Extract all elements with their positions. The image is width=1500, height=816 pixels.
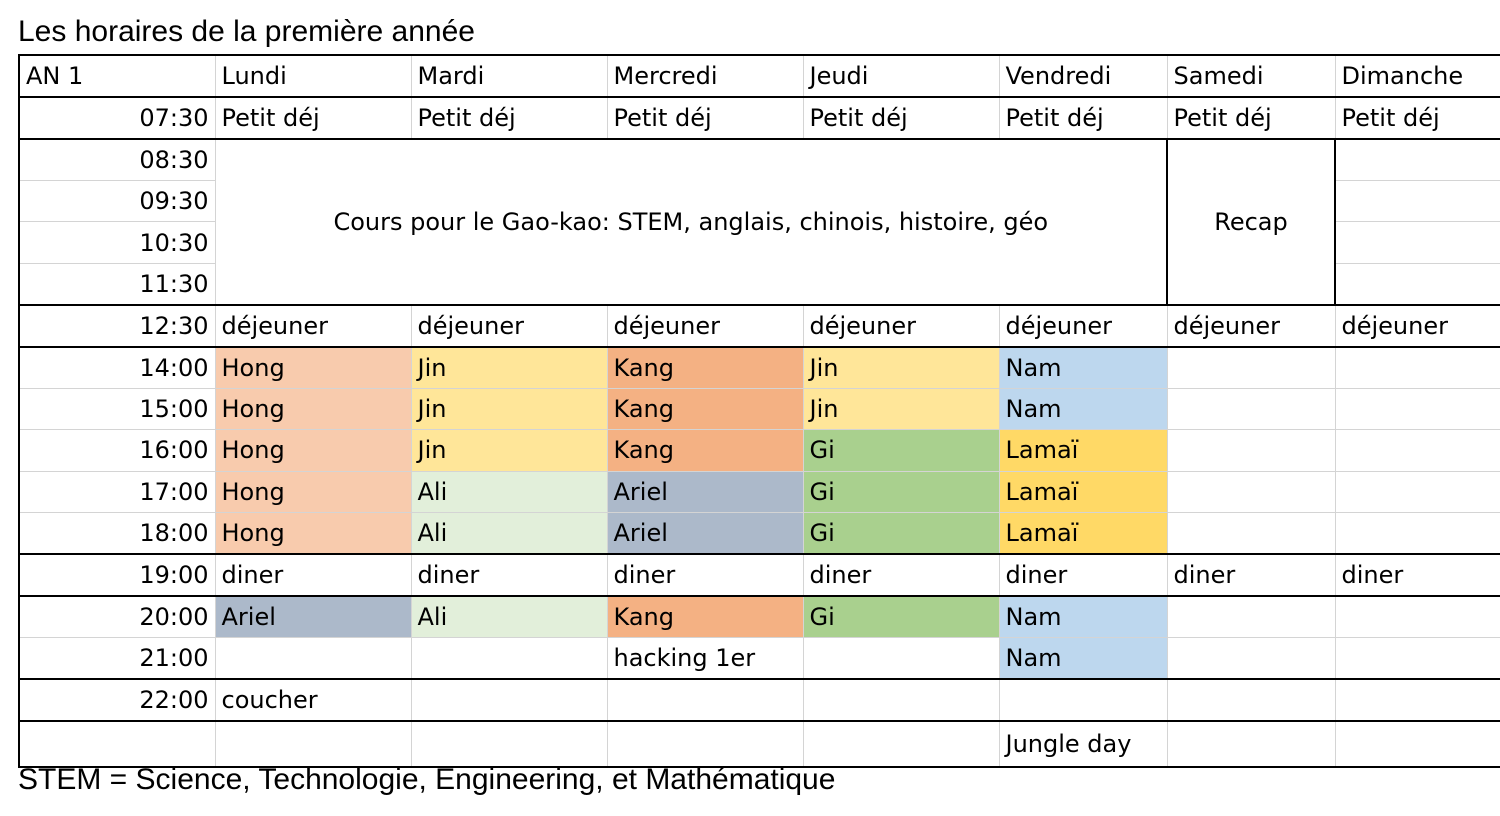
row-1800	[19, 512, 1500, 554]
session-nam: Nam	[999, 596, 1167, 638]
dinner-cell: diner	[1335, 554, 1500, 596]
morning-courses-cell: Cours pour le Gao-kao: STEM, anglais, chinois, histoire, géo	[215, 139, 1167, 305]
session-jin: Jin	[803, 388, 999, 429]
lunch-cell: déjeuner	[999, 305, 1167, 347]
stem-footnote: STEM = Science, Technologie, Engineering, et Mathématique	[18, 763, 836, 796]
session-ariel: Ariel	[607, 512, 803, 554]
time-cell: 15:00	[19, 388, 215, 429]
breakfast-cell: Petit déj	[215, 97, 411, 139]
empty-cell	[803, 637, 999, 679]
day-header-jeudi: Jeudi	[803, 55, 999, 97]
time-cell: 10:30	[19, 222, 215, 263]
row-1700	[19, 471, 1500, 512]
session-hong: Hong	[215, 471, 411, 512]
session-nam: Nam	[999, 637, 1167, 679]
row-1600	[19, 430, 1500, 471]
session-ali: Ali	[411, 596, 607, 638]
bed-cell: coucher	[215, 679, 411, 721]
session-hong: Hong	[215, 430, 411, 471]
empty-cell	[1167, 596, 1335, 638]
empty-cell	[803, 679, 999, 721]
session-gi: Gi	[803, 512, 999, 554]
time-cell: 09:30	[19, 181, 215, 222]
empty-cell	[607, 679, 803, 721]
day-header-dimanche: Dimanche	[1335, 55, 1500, 97]
empty-cell	[411, 637, 607, 679]
time-cell: 22:00	[19, 679, 215, 721]
empty-cell	[1335, 388, 1500, 429]
empty-cell	[1335, 347, 1500, 389]
dinner-cell: diner	[215, 554, 411, 596]
row-0730	[19, 97, 1500, 139]
session-kang: Kang	[607, 388, 803, 429]
time-cell: 14:00	[19, 347, 215, 389]
schedule-table	[18, 54, 1500, 768]
session-nam: Nam	[999, 347, 1167, 389]
day-header-lundi: Lundi	[215, 55, 411, 97]
session-ariel: Ariel	[215, 596, 411, 638]
day-header-samedi: Samedi	[1167, 55, 1335, 97]
empty-cell	[1167, 679, 1335, 721]
empty-cell	[1335, 139, 1500, 181]
row-2100	[19, 637, 1500, 679]
page-title: Les horaires de la première année	[18, 15, 475, 48]
empty-cell	[1167, 388, 1335, 429]
session-jin: Jin	[411, 347, 607, 389]
breakfast-cell: Petit déj	[1335, 97, 1500, 139]
empty-cell	[1335, 637, 1500, 679]
breakfast-cell: Petit déj	[999, 97, 1167, 139]
empty-cell	[1335, 721, 1500, 767]
dinner-cell: diner	[607, 554, 803, 596]
time-cell: 08:30	[19, 139, 215, 181]
time-cell: 12:30	[19, 305, 215, 347]
row-1900	[19, 554, 1500, 596]
session-ariel: Ariel	[607, 471, 803, 512]
time-cell: 18:00	[19, 512, 215, 554]
session-jin: Jin	[803, 347, 999, 389]
empty-cell	[215, 637, 411, 679]
hacking-cell: hacking 1er	[607, 637, 803, 679]
empty-cell	[411, 679, 607, 721]
recap-cell: Recap	[1167, 139, 1335, 305]
empty-cell	[1167, 637, 1335, 679]
breakfast-cell: Petit déj	[411, 97, 607, 139]
lunch-cell: déjeuner	[215, 305, 411, 347]
empty-cell	[1335, 222, 1500, 263]
row-1230	[19, 305, 1500, 347]
session-ali: Ali	[411, 512, 607, 554]
header-row	[19, 55, 1500, 97]
empty-cell	[1335, 181, 1500, 222]
lunch-cell: déjeuner	[803, 305, 999, 347]
breakfast-cell: Petit déj	[607, 97, 803, 139]
session-hong: Hong	[215, 347, 411, 389]
dinner-cell: diner	[1167, 554, 1335, 596]
empty-cell	[1335, 430, 1500, 471]
breakfast-cell: Petit déj	[1167, 97, 1335, 139]
time-cell: 20:00	[19, 596, 215, 638]
session-lamai: Lamaï	[999, 512, 1167, 554]
day-header-mercredi: Mercredi	[607, 55, 803, 97]
row-2200	[19, 679, 1500, 721]
session-kang: Kang	[607, 596, 803, 638]
session-lamai: Lamaï	[999, 430, 1167, 471]
row-2000	[19, 596, 1500, 638]
dinner-cell: diner	[803, 554, 999, 596]
dinner-cell: diner	[411, 554, 607, 596]
lunch-cell: déjeuner	[1335, 305, 1500, 347]
session-kang: Kang	[607, 347, 803, 389]
session-lamai: Lamaï	[999, 471, 1167, 512]
jungle-day-cell: Jungle day	[999, 721, 1167, 767]
empty-cell	[1167, 721, 1335, 767]
empty-cell	[1167, 512, 1335, 554]
day-header-mardi: Mardi	[411, 55, 607, 97]
empty-cell	[1335, 512, 1500, 554]
empty-cell	[1335, 679, 1500, 721]
time-cell: 07:30	[19, 97, 215, 139]
empty-cell	[1335, 596, 1500, 638]
empty-cell	[1167, 347, 1335, 389]
row-0830	[19, 139, 1500, 181]
session-jin: Jin	[411, 388, 607, 429]
empty-cell	[1335, 471, 1500, 512]
row-1400	[19, 347, 1500, 389]
session-hong: Hong	[215, 388, 411, 429]
empty-cell	[1167, 430, 1335, 471]
time-cell: 16:00	[19, 430, 215, 471]
time-cell: 11:30	[19, 263, 215, 305]
empty-cell	[1167, 471, 1335, 512]
time-cell: 21:00	[19, 637, 215, 679]
session-jin: Jin	[411, 430, 607, 471]
session-kang: Kang	[607, 430, 803, 471]
lunch-cell: déjeuner	[607, 305, 803, 347]
time-cell: 17:00	[19, 471, 215, 512]
lunch-cell: déjeuner	[411, 305, 607, 347]
empty-cell	[1335, 263, 1500, 305]
session-gi: Gi	[803, 471, 999, 512]
session-ali: Ali	[411, 471, 607, 512]
breakfast-cell: Petit déj	[803, 97, 999, 139]
empty-cell	[999, 679, 1167, 721]
lunch-cell: déjeuner	[1167, 305, 1335, 347]
session-hong: Hong	[215, 512, 411, 554]
row-1500	[19, 388, 1500, 429]
day-header-vendredi: Vendredi	[999, 55, 1167, 97]
corner-label: AN 1	[19, 55, 215, 97]
dinner-cell: diner	[999, 554, 1167, 596]
session-nam: Nam	[999, 388, 1167, 429]
session-gi: Gi	[803, 430, 999, 471]
time-cell: 19:00	[19, 554, 215, 596]
session-gi: Gi	[803, 596, 999, 638]
